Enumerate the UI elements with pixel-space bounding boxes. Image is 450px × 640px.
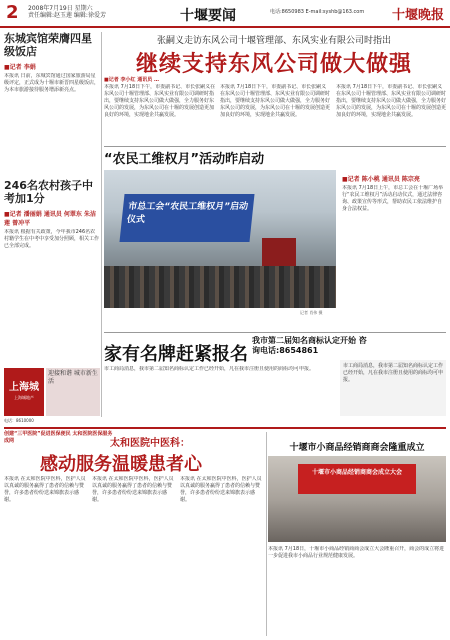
trademark-headline: 家有名牌赶紧报名 [104,344,248,365]
bottom-divider [266,432,267,636]
commerce-body: 本报讯 7月18日，十堰市小商品经销商商会成立大会隆重召开，商会的成立将进一步促进我市小商品行业规范健康发展。 [268,546,445,559]
main-body-col3: 本报讯 7月18日下午，市委副书记、市长张嗣义在东风公司十堰管理部、东风实业有限公司调研时指出，要继续支持东风公司做大做强，全力服务好东风公司的发展，为东风公司在十堰的发展创造更加良好的环境，实现地企共赢发展。 [336,84,446,118]
section-rule-2 [104,332,446,333]
story1-tag: ■记者 李娟 [4,64,36,71]
trademark-notice: 市工商局消息，我市第二届知名商标认定工作已经开始，凡在我市注册且使用的商标均可申报。 [340,360,446,416]
story2-title: 246名农村孩子中考加1分 [4,179,93,205]
photo-banner: 市总工会“农民工维权月”启动仪式 [119,194,254,242]
main-body-col1: 本报讯 7月18日下午，市委副书记、市长张嗣义在东风公司十堰管理部、东风实业有限公司调研时指出，要继续支持东风公司做大做强，全力服务好东风公司的发展，为东风公司在十堰的发展创造更加良好的环境，实现地企共赢发展。 [104,84,216,118]
bottom-body-col2: 本报讯 在太和医院中医科，医护人员以真诚的服务赢得了患者的信赖与赞誉，许多患者纷纷送来锦旗表示感谢。 [92,476,174,503]
bottom-headline: 感动服务温暖患者心 [40,454,202,475]
bottom-rule [4,427,446,429]
left-column [4,32,100,282]
commerce-photo [268,456,446,542]
story2-sidebar [342,170,446,335]
main-body-col2: 本报讯 7月18日下午，市委副书记、市长张嗣义在东风公司十堰管理部、东风实业有限公司调研时指出，要继续支持东风公司做大做强，全力服务好东风公司的发展，为东风公司在十堰的发展创造更加良好的环境，实现地企共赢发展。 [220,84,330,118]
newspaper-logo: 十堰晚报 [392,8,445,23]
shanghai-city-ad: 上海城 上海城地产 [4,368,44,416]
main-kicker: 张嗣义走访东风公司十堰管理部、东风实业有限公司时指出 [156,36,391,46]
story2-body: 本报讯 根据有关政策，今年我市246名农村籍学生在中考中享受加分照顾，相关工作已全部完成。 [4,229,100,249]
main-headline: 继续支持东风公司做大做强 [135,52,412,77]
edition-info: 电话:8650983 E-mail:syshb@163.com [270,9,365,15]
story2-side-tag: ■记者 陈小桃 通讯员 陈宗亮 [342,176,420,183]
section-title: 十堰要闻 [180,8,236,24]
story2-side-body: 本报讯 7月18日上午，市总工会在十堰广场举行“农民工维权月”活动启动仪式，通过法律咨询、政策宣传等形式，帮助农民工依法维护自身合法权益。 [342,185,444,212]
story1-title: 东城宾馆荣膺四星级饭店 [4,32,92,58]
section-rule [104,146,446,147]
main-byline: ■记者 李小红 通讯员 … [104,77,159,83]
trademark-side: 我市第二届知名商标认定开始 咨询电话:8654861 [252,336,367,355]
crowd [104,266,336,308]
issue-date: 2008年7月19日 星期六 责任编辑:赵玉莲 编辑:徐爱芳 [28,5,106,19]
story2-headline: “农民工维权月”活动昨启动 [104,152,265,167]
ad-footer: 电话：8610000 [4,418,34,423]
bottom-kicker: 创建“三甲医院”促进医保便民 太和医院医保服务成网 [4,431,113,444]
page-header [0,0,450,28]
story1-body: 本报讯 日前，东城宾馆通过国家旅游局星级评定，正式成为十堰市新晋四星级饭店，为本市旅游接待服务增添新亮点。 [4,73,100,93]
side-ad: 迎接和谐 城市新生活 [46,368,100,416]
event-photo [104,170,336,308]
bottom-body-col1: 本报讯 在太和医院中医科，医护人员以真诚的服务赢得了患者的信赖与赞誉，许多患者纷纷送来锦旗表示感谢。 [4,476,86,503]
story2-tag: ■记者 潘丽娟 通讯员 何翠东 朱洁莲 曾冲平 [4,211,97,227]
commerce-headline: 十堰市小商品经销商商会隆重成立 [289,443,425,453]
bottom-section: 太和医院中医科： [110,438,190,449]
page-number: 2 [6,2,19,23]
trademark-body: 市工商局消息，我市第二届知名商标认定工作已经开始，凡在我市注册且使用的商标均可申报。 [104,366,315,372]
photo-caption: 记者 肖伟 摄 [300,310,323,315]
bottom-body-col3: 本报讯 在太和医院中医科，医护人员以真诚的服务赢得了患者的信赖与赞誉，许多患者纷纷送来锦旗表示感谢。 [180,476,262,503]
commerce-sign: 十堰市小商品经销商商会成立大会 [298,464,416,494]
column-divider [101,32,102,417]
